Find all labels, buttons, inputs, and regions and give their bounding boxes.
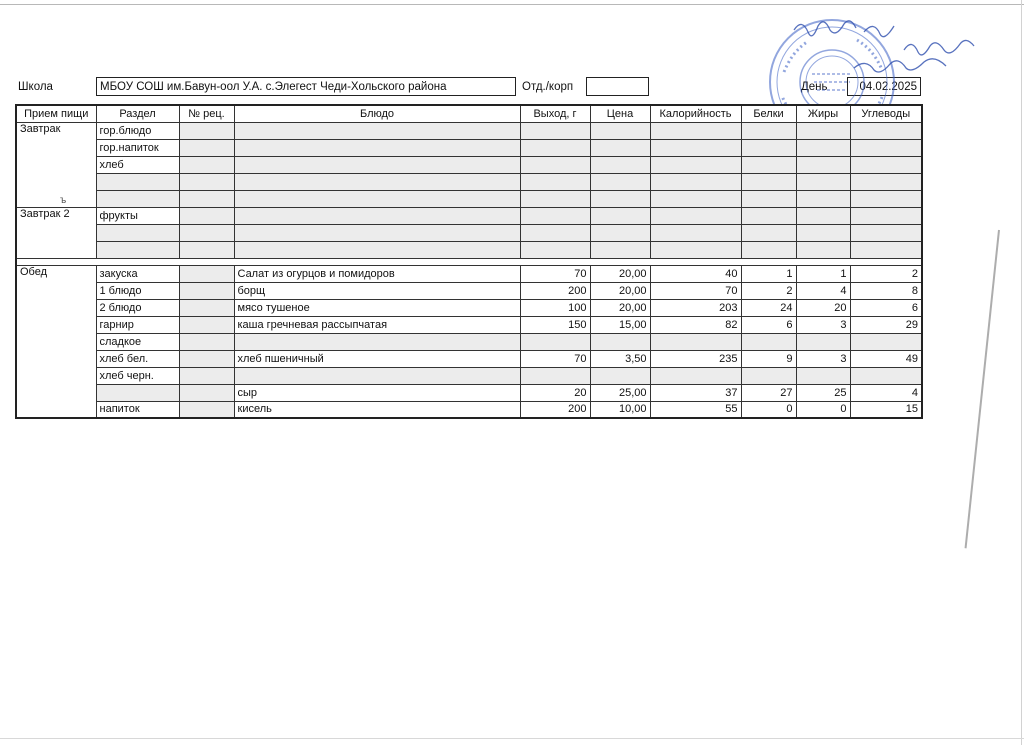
yield-cell: 100	[520, 299, 590, 316]
col-header-yield: Выход, г	[520, 105, 590, 122]
yield-cell: 200	[520, 401, 590, 418]
section-cell: гор.блюдо	[96, 122, 179, 139]
recipe-cell	[179, 367, 234, 384]
yield-cell	[520, 333, 590, 350]
fat-cell: 4	[796, 282, 850, 299]
section-cell: хлеб черн.	[96, 367, 179, 384]
fat-cell: 25	[796, 384, 850, 401]
scan-edge	[1021, 0, 1022, 745]
dish-cell	[234, 333, 520, 350]
protein-cell: 0	[741, 401, 796, 418]
dish-cell: хлеб пшеничный	[234, 350, 520, 367]
protein-cell: 1	[741, 265, 796, 282]
section-cell	[96, 173, 179, 190]
table-row	[16, 401, 922, 418]
carbs-cell	[850, 367, 922, 384]
protein-cell: 24	[741, 299, 796, 316]
school-name-field: МБОУ СОШ им.Бавун-оол У.А. с.Элегест Чеди-Хольского района	[96, 77, 516, 96]
protein-cell: 27	[741, 384, 796, 401]
section-cell: хлеб	[96, 156, 179, 173]
dish-cell: кисель	[234, 401, 520, 418]
calories-cell	[650, 333, 741, 350]
section-cell: напиток	[96, 401, 179, 418]
table-row	[16, 156, 922, 173]
recipe-cell	[179, 384, 234, 401]
recipe-cell	[179, 265, 234, 282]
section-cell: гарнир	[96, 316, 179, 333]
day-label: День	[801, 81, 828, 93]
price-cell	[590, 333, 650, 350]
fat-cell	[796, 122, 850, 139]
fat-cell	[796, 333, 850, 350]
price-cell: 25,00	[590, 384, 650, 401]
department-label: Отд./корп	[522, 81, 574, 93]
price-cell: 15,00	[590, 316, 650, 333]
table-row	[16, 241, 922, 258]
breakfast-group	[16, 122, 922, 207]
fat-cell	[796, 367, 850, 384]
calories-cell: 70	[650, 282, 741, 299]
table-row	[16, 384, 922, 401]
col-header-recipe: № рец.	[179, 105, 234, 122]
table-row	[16, 299, 922, 316]
dish-cell: каша гречневая рассыпчатая	[234, 316, 520, 333]
table-row	[16, 282, 922, 299]
recipe-cell	[179, 333, 234, 350]
dish-cell: мясо тушеное	[234, 299, 520, 316]
calories-cell: 40	[650, 265, 741, 282]
school-label: Школа	[18, 81, 53, 93]
meal-label: Завтрак	[16, 122, 96, 139]
dish-cell: борщ	[234, 282, 520, 299]
col-header-carbs: Углеводы	[850, 105, 922, 122]
scan-edge	[0, 738, 1024, 739]
carbs-cell: 49	[850, 350, 922, 367]
fat-cell: 20	[796, 299, 850, 316]
yield-cell: 70	[520, 350, 590, 367]
dish-cell	[234, 367, 520, 384]
protein-cell: 2	[741, 282, 796, 299]
col-header-protein: Белки	[741, 105, 796, 122]
table-row	[16, 333, 922, 350]
calories-cell: 82	[650, 316, 741, 333]
col-header-meal: Прием пищи	[16, 105, 96, 122]
section-cell	[96, 190, 179, 207]
table-row	[16, 139, 922, 156]
table-row	[16, 224, 922, 241]
carbs-cell: 15	[850, 401, 922, 418]
calories-cell: 55	[650, 401, 741, 418]
recipe-cell	[179, 122, 234, 139]
carbs-cell: 8	[850, 282, 922, 299]
table-row	[16, 350, 922, 367]
fat-cell: 3	[796, 350, 850, 367]
carbs-cell: 4	[850, 384, 922, 401]
table-row	[16, 367, 922, 384]
calories-cell: 37	[650, 384, 741, 401]
breakfast2-group	[16, 207, 922, 265]
recipe-cell	[179, 282, 234, 299]
table-row	[16, 173, 922, 190]
fat-cell: 1	[796, 265, 850, 282]
scan-edge	[0, 4, 1024, 5]
fat-cell: 0	[796, 401, 850, 418]
section-cell: фрукты	[96, 207, 179, 224]
section-cell	[96, 224, 179, 241]
table-row	[16, 122, 922, 139]
carbs-cell	[850, 333, 922, 350]
protein-cell	[741, 122, 796, 139]
protein-cell	[741, 367, 796, 384]
section-cell: 1 блюдо	[96, 282, 179, 299]
section-cell	[96, 384, 179, 401]
yield-cell: 70	[520, 265, 590, 282]
signature	[784, 12, 984, 82]
carbs-cell: 29	[850, 316, 922, 333]
price-cell: 20,00	[590, 299, 650, 316]
price-cell	[590, 367, 650, 384]
lunch-group	[16, 265, 922, 418]
meal-label: Завтрак 2	[16, 207, 96, 224]
section-cell: закуска	[96, 265, 179, 282]
table-row	[16, 207, 922, 224]
department-field	[586, 77, 649, 96]
calories-cell	[650, 122, 741, 139]
calories-cell: 203	[650, 299, 741, 316]
dish-cell: сыр	[234, 384, 520, 401]
price-cell	[590, 122, 650, 139]
protein-cell: 6	[741, 316, 796, 333]
section-cell	[96, 241, 179, 258]
col-header-section: Раздел	[96, 105, 179, 122]
recipe-cell	[179, 316, 234, 333]
price-cell: 20,00	[590, 282, 650, 299]
price-cell: 3,50	[590, 350, 650, 367]
dish-cell: Салат из огурцов и помидоров	[234, 265, 520, 282]
col-header-fat: Жиры	[796, 105, 850, 122]
yield-cell: 200	[520, 282, 590, 299]
dish-cell	[234, 122, 520, 139]
recipe-cell	[179, 350, 234, 367]
section-cell: сладкое	[96, 333, 179, 350]
yield-cell	[520, 367, 590, 384]
date-field: 04.02.2025	[847, 77, 921, 96]
price-cell: 20,00	[590, 265, 650, 282]
section-cell: 2 блюдо	[96, 299, 179, 316]
yield-cell: 20	[520, 384, 590, 401]
yield-cell: 150	[520, 316, 590, 333]
col-header-dish: Блюдо	[234, 105, 520, 122]
protein-cell: 9	[741, 350, 796, 367]
meal-label: Обед	[16, 265, 96, 282]
col-header-price: Цена	[590, 105, 650, 122]
table-row	[16, 316, 922, 333]
carbs-cell: 2	[850, 265, 922, 282]
price-cell: 10,00	[590, 401, 650, 418]
yield-cell	[520, 122, 590, 139]
stray-mark: ъ	[60, 195, 67, 206]
section-cell: гор.напиток	[96, 139, 179, 156]
menu-table	[15, 104, 923, 419]
section-cell: хлеб бел.	[96, 350, 179, 367]
fat-cell: 3	[796, 316, 850, 333]
col-header-calories: Калорийность	[650, 105, 741, 122]
calories-cell	[650, 367, 741, 384]
recipe-cell	[179, 401, 234, 418]
protein-cell	[741, 333, 796, 350]
margin-pen-line	[965, 230, 1000, 548]
carbs-cell: 6	[850, 299, 922, 316]
table-header-row	[16, 105, 922, 122]
table-row	[16, 265, 922, 282]
recipe-cell	[179, 299, 234, 316]
carbs-cell	[850, 122, 922, 139]
table-row	[16, 190, 922, 207]
calories-cell: 235	[650, 350, 741, 367]
